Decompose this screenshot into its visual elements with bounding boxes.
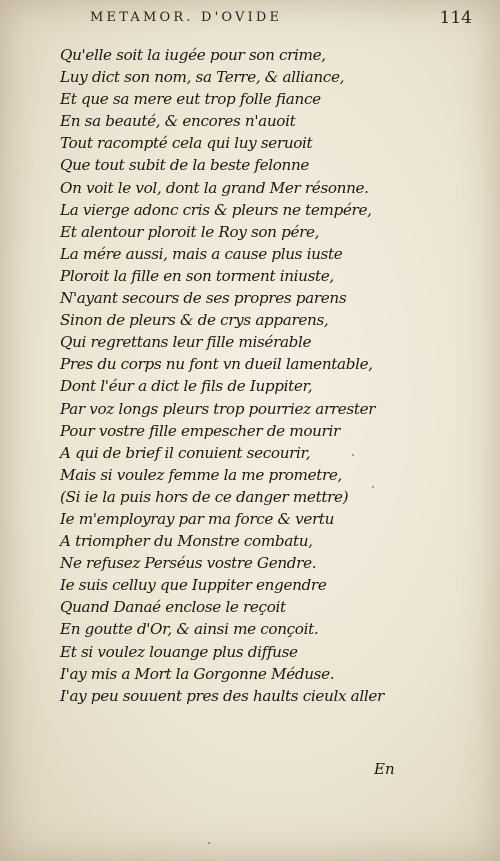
verse-line: Qu'elle soit la iugée pour son crime, — [60, 46, 326, 64]
verse-line: Tout racompté cela qui luy seruoit — [60, 134, 313, 153]
verse-line: Dont l'éur a dict le fils de Iuppiter, — [60, 377, 313, 396]
verse-line: Pour vostre fille empescher de mourir — [60, 421, 340, 440]
verse-line: Ploroit la fille en son torment iniuste, — [60, 266, 334, 285]
running-head: METAMOR. D'OVIDE — [90, 10, 283, 25]
verse-line: La mére aussi, mais a cause plus iuste — [60, 244, 343, 263]
verse-line: Ne refusez Perséus vostre Gendre. — [60, 554, 317, 573]
verse-line: La vierge adonc cris & pleurs ne tempére, — [60, 200, 372, 219]
verse-line: En goutte d'Or, & ainsi me conçoit. — [60, 620, 319, 639]
verse-line: (Si ie la puis hors de ce danger mettre) — [60, 487, 349, 506]
verse-line: N'ayant secours de ses propres parens — [60, 289, 347, 308]
verse-list — [60, 44, 480, 707]
verse-line: Qui regrettans leur fille misérable — [60, 333, 312, 352]
verse-line: Ie suis celluy que Iuppiter engendre — [60, 576, 327, 595]
page-header — [60, 10, 472, 32]
page-number: 114 — [439, 8, 472, 28]
verse-line: Et alentour ploroit le Roy son pére, — [60, 222, 320, 241]
verse-line: I'ay peu souuent pres des haults cieulx aller — [60, 686, 384, 705]
paper-speck — [208, 842, 210, 844]
paper-speck — [352, 454, 354, 456]
verse-line: Par voz longs pleurs trop pourriez arrester — [60, 399, 376, 418]
verse-line: En sa beauté, & encores n'auoit — [60, 112, 296, 131]
catchword: En — [374, 760, 395, 778]
verse-line: Quand Danaé enclose le reçoit — [60, 598, 286, 617]
verse-line: On voit le vol, dont la grand Mer résonne. — [60, 178, 369, 197]
verse-line: Ie m'employray par ma force & vertu — [60, 509, 335, 528]
verse-line: Que tout subit de la beste felonne — [60, 156, 310, 175]
verse-line: I'ay mis a Mort la Gorgonne Méduse. — [60, 664, 335, 683]
paper-speck — [372, 486, 374, 488]
verse-line: A triompher du Monstre combatu, — [60, 532, 313, 551]
verse-line: Pres du corps nu font vn dueil lamentable, — [60, 355, 373, 374]
verse-line: A qui de brief il conuient secourir, — [60, 443, 311, 462]
verse-line: Sinon de pleurs & de crys apparens, — [60, 311, 329, 330]
verse-line: Et si voulez louange plus diffuse — [60, 642, 298, 661]
verse-line: Luy dict son nom, sa Terre, & alliance, — [60, 68, 345, 87]
verse-line: Mais si voulez femme la me prometre, — [60, 465, 343, 484]
verse-line: Et que sa mere eut trop folle fiance — [60, 90, 321, 109]
